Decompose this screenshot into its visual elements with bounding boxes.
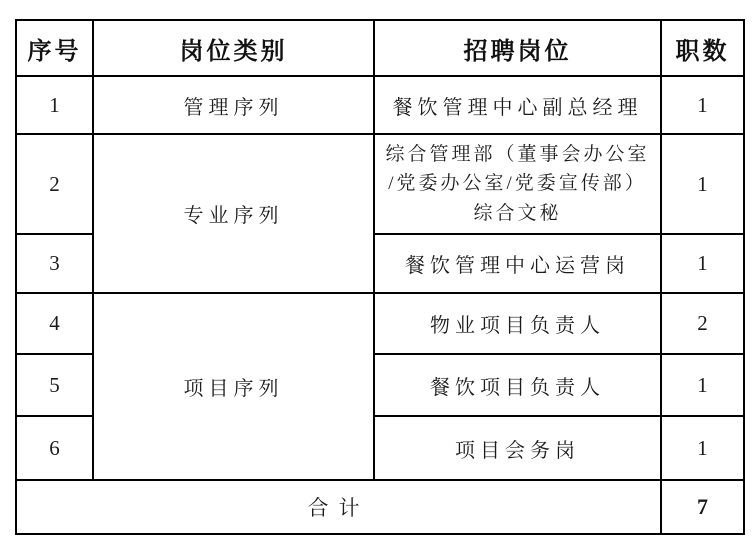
position-cell: 餐饮管理中心副总经理 [374,76,661,134]
serial-number-cell: 1 [16,76,93,134]
position-cell: 餐饮项目负责人 [374,354,661,416]
table-row [16,76,744,134]
headcount-cell: 1 [661,234,744,293]
header-recruitment-position: 招聘岗位 [374,20,661,76]
position-line: /党委办公室/党委宣传部） [388,173,647,195]
position-cell: 项目会务岗 [374,416,661,480]
position-cell: 物业项目负责人 [374,293,661,354]
category-cell: 项目序列 [93,293,374,480]
position-cell [374,134,661,234]
serial-number-cell: 3 [16,234,93,293]
total-row [16,480,744,534]
total-count-cell: 7 [661,480,744,534]
header-headcount: 职数 [661,20,744,76]
header-position-category: 岗位类别 [93,20,374,76]
headcount-cell: 1 [661,416,744,480]
headcount-cell: 1 [661,134,744,234]
total-label-cell: 合计 [16,480,661,534]
serial-number-cell: 6 [16,416,93,480]
serial-number-cell: 2 [16,134,93,234]
position-cell: 餐饮管理中心运营岗 [374,234,661,293]
table-row [16,293,744,354]
header-row [16,20,744,76]
category-cell: 专业序列 [93,134,374,293]
headcount-cell: 1 [661,354,744,416]
recruitment-table [15,19,745,535]
header-serial-number: 序号 [16,20,93,76]
serial-number-cell: 5 [16,354,93,416]
headcount-cell: 2 [661,293,744,354]
headcount-cell: 1 [661,76,744,134]
category-cell: 管理序列 [93,76,374,134]
serial-number-cell: 4 [16,293,93,354]
position-line: 综合文秘 [473,202,562,224]
position-line: 综合管理部（董事会办公室 [385,143,650,165]
table-row [16,134,744,234]
